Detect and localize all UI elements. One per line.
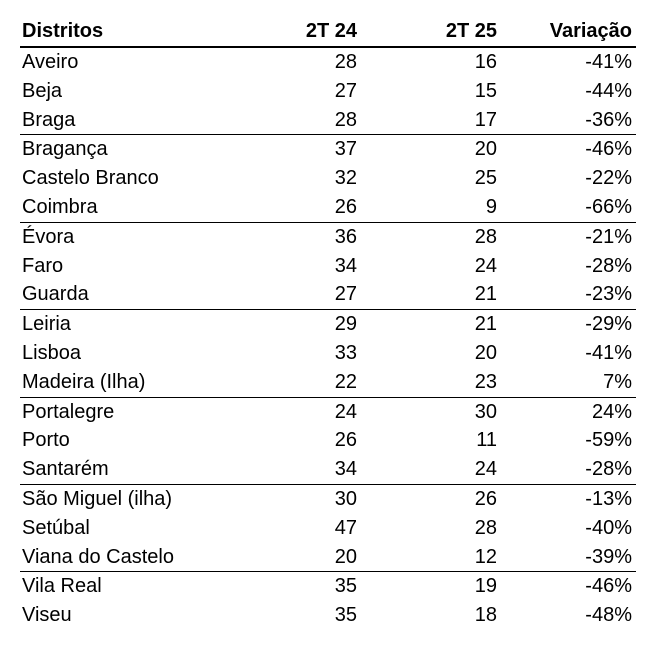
variation-value: -28%	[497, 455, 636, 484]
district-name: Porto	[22, 429, 70, 452]
table-row	[20, 397, 636, 426]
table-row	[20, 106, 636, 135]
variation-value: -40%	[585, 516, 632, 539]
variation-value: -48%	[585, 604, 632, 627]
table-row	[20, 222, 636, 251]
district-name: Setúbal	[22, 516, 90, 539]
value-2t24: 26	[334, 429, 357, 452]
header-2t25: 2T 25	[357, 16, 497, 47]
district-name: Aveiro	[22, 51, 79, 73]
variation-value: -46%	[585, 575, 632, 598]
value-2t24: 26	[258, 193, 357, 222]
value-2t24: 29	[334, 313, 357, 336]
value-2t24: 22	[258, 368, 357, 397]
value-2t25: 16	[474, 51, 497, 73]
variation-value: -22%	[585, 167, 632, 190]
table-row	[20, 193, 636, 222]
variation-value: 7%	[497, 368, 636, 397]
table-row	[20, 339, 636, 368]
table-row	[20, 572, 636, 601]
variation-value: -21%	[585, 225, 632, 248]
table-row	[20, 455, 636, 484]
district-name: Viana do Castelo	[20, 543, 258, 572]
variation-value: -41%	[585, 341, 632, 364]
value-2t24: 30	[334, 487, 357, 510]
table-row	[20, 310, 636, 339]
table-row	[20, 484, 636, 513]
value-2t24: 32	[334, 167, 357, 190]
table-row	[20, 47, 636, 77]
value-2t24: 34	[334, 254, 357, 277]
header-2t24: 2T 24	[258, 16, 357, 47]
districts-table	[20, 16, 636, 630]
value-2t24: 37	[334, 138, 357, 161]
table-row	[20, 252, 636, 281]
district-name: Madeira (Ilha)	[20, 368, 258, 397]
value-2t25: 28	[474, 225, 497, 248]
district-name: Lisboa	[22, 341, 81, 364]
table-row	[20, 77, 636, 106]
header-row	[20, 16, 636, 47]
value-2t25: 19	[474, 575, 497, 598]
variation-value: -39%	[497, 543, 636, 572]
value-2t25: 21	[357, 280, 497, 309]
value-2t25: 24	[357, 455, 497, 484]
table-row	[20, 514, 636, 543]
variation-value: 24%	[591, 400, 632, 423]
table-row	[20, 601, 636, 630]
value-2t25: 9	[357, 193, 497, 222]
value-2t24: 27	[258, 280, 357, 309]
variation-value: -59%	[585, 429, 632, 452]
variation-value: -66%	[497, 193, 636, 222]
value-2t24: 28	[334, 51, 357, 73]
value-2t25: 17	[357, 106, 497, 135]
value-2t24: 35	[334, 604, 357, 627]
table-body	[20, 47, 636, 630]
header-variation: Variação	[497, 16, 636, 47]
table-row	[20, 368, 636, 397]
value-2t24: 36	[334, 225, 357, 248]
district-name: Viseu	[22, 604, 72, 627]
value-2t24: 28	[258, 106, 357, 135]
value-2t24: 35	[334, 575, 357, 598]
district-name: Castelo Branco	[22, 167, 159, 190]
value-2t25: 15	[474, 79, 497, 102]
district-name: Leiria	[22, 313, 71, 336]
district-name: Guarda	[20, 280, 258, 309]
district-name: Vila Real	[22, 575, 102, 598]
table-row	[20, 543, 636, 572]
district-name: Faro	[22, 254, 64, 277]
value-2t25: 28	[474, 516, 497, 539]
district-name: Beja	[22, 79, 63, 102]
district-name: Coimbra	[20, 193, 258, 222]
header-districts: Distritos	[20, 16, 258, 47]
district-name: São Miguel (ilha)	[22, 487, 173, 510]
value-2t24: 20	[258, 543, 357, 572]
variation-value: -36%	[497, 106, 636, 135]
district-name: Portalegre	[22, 400, 115, 423]
value-2t25: 24	[474, 254, 497, 277]
value-2t25: 30	[474, 400, 497, 423]
value-2t25: 23	[357, 368, 497, 397]
value-2t24: 34	[258, 455, 357, 484]
table-row	[20, 426, 636, 455]
value-2t24: 47	[334, 516, 357, 539]
district-name: Bragança	[22, 138, 108, 161]
value-2t25: 18	[474, 604, 497, 627]
district-name: Braga	[20, 106, 258, 135]
value-2t25: 25	[474, 167, 497, 190]
value-2t25: 21	[474, 313, 497, 336]
district-name: Évora	[22, 225, 75, 248]
value-2t25: 20	[474, 138, 497, 161]
value-2t24: 33	[334, 341, 357, 364]
variation-value: -41%	[585, 51, 632, 73]
value-2t25: 12	[357, 543, 497, 572]
table-row	[20, 135, 636, 164]
district-name: Santarém	[20, 455, 258, 484]
table-row	[20, 164, 636, 193]
value-2t25: 26	[474, 487, 497, 510]
value-2t25: 11	[476, 429, 497, 452]
value-2t24: 27	[334, 79, 357, 102]
table-row	[20, 280, 636, 309]
variation-value: -13%	[585, 487, 632, 510]
value-2t25: 20	[474, 341, 497, 364]
variation-value: -46%	[585, 138, 632, 161]
variation-value: -28%	[585, 254, 632, 277]
value-2t24: 24	[334, 400, 357, 423]
variation-value: -44%	[585, 79, 632, 102]
variation-value: -23%	[497, 280, 636, 309]
variation-value: -29%	[585, 313, 632, 336]
